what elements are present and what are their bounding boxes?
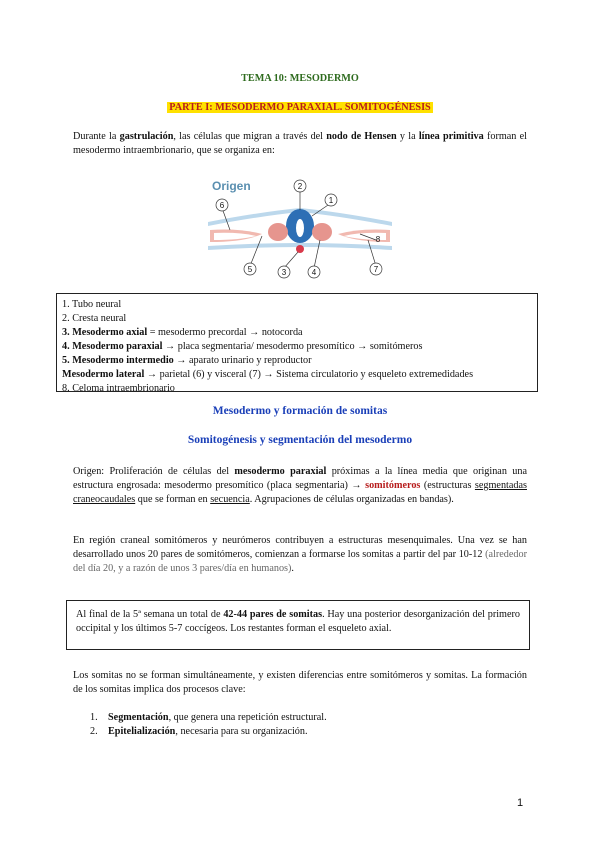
part-title-text: PARTE I: MESODERMO PARAXIAL. SOMITOGÉNESIS xyxy=(169,102,431,113)
figure-num-4: 4 xyxy=(311,268,317,277)
cranial-paragraph: En región craneal somitómeros y neurómeros contribuyen a estructuras mesenquimales. Una vez se han desarrollado unos 20 pares de somitómeros, comienzan a formarse los somitas a partir del par 10-12 (alrededor del día 20, y a razón de unos 3 pares/día en humanos). xyxy=(73,535,527,574)
legend-line-2: 2. Cresta neural xyxy=(62,313,127,324)
legend-line-1: 1. Tubo neural xyxy=(62,299,122,310)
figure-num-1: 1 xyxy=(328,196,334,205)
figure-num-6: 6 xyxy=(219,201,225,210)
legend-line-5: 5. Mesodermo intermedio → aparato urinario y reproductor xyxy=(62,355,312,366)
page-number: 1 xyxy=(517,797,524,809)
mesoderm-origin-figure xyxy=(200,170,400,280)
figure-num-8: 8 xyxy=(375,235,381,244)
somites-paragraph: Los somitas no se forman simultáneamente, y existen diferencias entre somitómeros y somitas. La formación de los somitas implica dos procesos clave: xyxy=(73,670,527,695)
page-title: TEMA 10: MESODERMO xyxy=(241,73,359,84)
figure-label: Origen xyxy=(212,179,251,193)
heading-segmentacion: Somitogénesis y segmentación del mesodermo xyxy=(187,434,413,446)
list-item: 2. Epitelialización, necesaria para su organización. xyxy=(90,726,308,737)
figure-num-3: 3 xyxy=(281,268,287,277)
origin-paragraph: Origen: Proliferación de células del mesodermo paraxial próximas a la línea media que originan una estructura engrosada: mesodermo presomítico (placa segmentaria) → somitómeros (estructuras segmentadas craneocaudales que se forman en secuencia. Agrupaciones de células organizadas en bandas). xyxy=(73,466,527,505)
intro-paragraph: Durante la gastrulación, las células que migran a través del nodo de Hensen y la línea primitiva forman el mesodermo intraembrionario, que se organiza en: xyxy=(73,131,527,156)
steps-list xyxy=(90,711,510,739)
list-item: 1. Segmentación, que genera una repetición estructural. xyxy=(90,712,327,723)
legend-box xyxy=(56,293,538,392)
heading-somitas: Mesodermo y formación de somitas xyxy=(212,405,388,417)
figure-num-2: 2 xyxy=(297,182,303,191)
legend-line-7: 8. Celoma intraembrionario xyxy=(62,383,175,394)
part-title xyxy=(0,101,600,115)
figure-num-7: 7 xyxy=(373,265,379,274)
somite-count-box: Al final de la 5ª semana un total de 42-44 pares de somitas. Hay una posterior desorganización del primero occipital y los últimos 5-7 coccígeos. Los restantes forman el esqueleto axial. xyxy=(66,600,530,650)
legend-line-3: 3. Mesodermo axial = mesodermo precordal → notocorda xyxy=(62,327,303,338)
figure-num-5: 5 xyxy=(247,265,253,274)
legend-line-4: 4. Mesodermo paraxial → placa segmentaria/ mesodermo presomítico → somitómeros xyxy=(62,341,423,352)
legend-line-6: Mesodermo lateral → parietal (6) y visceral (7) → Sistema circulatorio y esqueleto extremedidades xyxy=(62,369,474,380)
